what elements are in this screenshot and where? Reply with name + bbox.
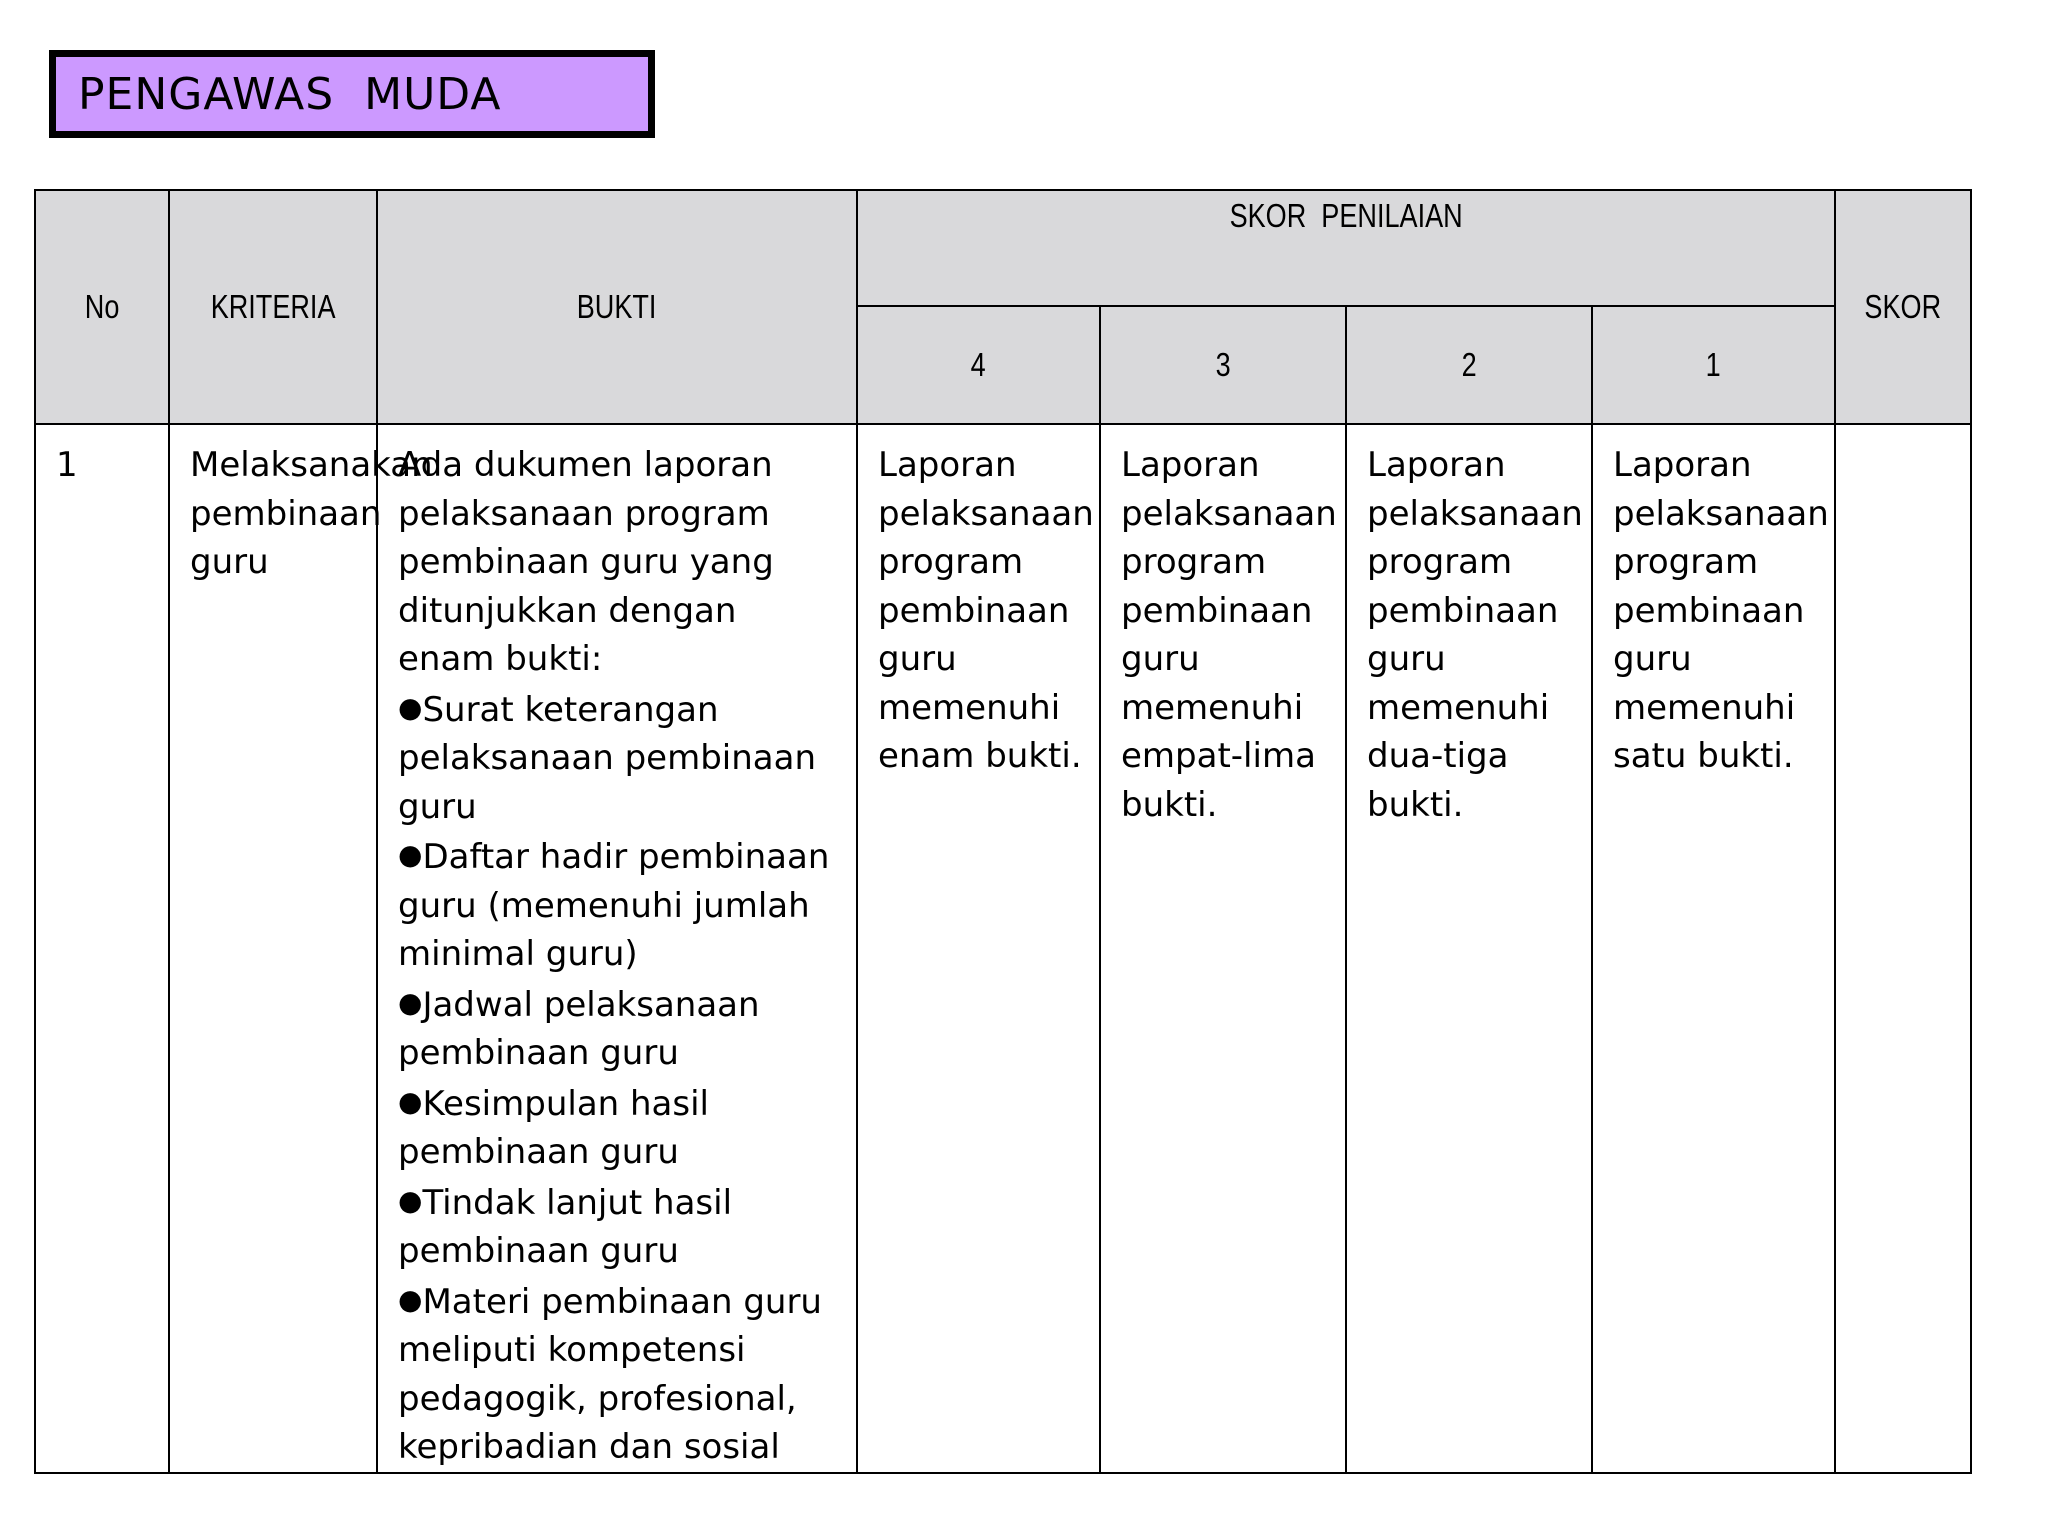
table-row <box>35 424 1971 1473</box>
header-row <box>35 190 1971 306</box>
header-kriteria: KRITERIA <box>169 190 377 424</box>
header-skor-penilaian: SKOR PENILAIAN <box>857 190 1835 306</box>
header-skor: SKOR <box>1835 190 1971 424</box>
bukti-list-item: ●Surat keterangan pelaksanaan pembinaan guru <box>398 689 817 827</box>
header-score-1: 1 <box>1592 306 1835 424</box>
header-no: No <box>35 190 169 424</box>
assessment-rubric-table <box>34 189 1972 1474</box>
header-score-4: 4 <box>857 306 1100 424</box>
cell-kriteria: Melaksanakan pembinaan guru <box>169 424 377 1473</box>
bukti-intro: Ada dukumen laporan pelaksanaan program pembinaan guru yang ditunjukkan dengan enam bukti: <box>398 445 774 679</box>
cell-score-1-description: Laporan pelaksanaan program pembinaan guru memenuhi satu bukti. <box>1592 424 1835 1473</box>
cell-bukti <box>377 424 857 1473</box>
cell-skor <box>1835 424 1971 1473</box>
header-bukti: BUKTI <box>377 190 857 424</box>
bukti-list-item: ●Kesimpulan hasil pembinaan guru <box>398 1083 709 1172</box>
cell-score-3-description: Laporan pelaksanaan program pembinaan guru memenuhi empat-lima bukti. <box>1100 424 1346 1473</box>
bukti-list-item: ●Materi pembinaan guru meliputi kompetensi pedagogik, profesional, kepribadian dan sosial <box>398 1281 822 1467</box>
page-title: PENGAWAS MUDA <box>78 68 502 120</box>
bukti-list-item: ●Jadwal pelaksanaan pembinaan guru <box>398 984 760 1073</box>
page-title-box <box>49 50 655 138</box>
cell-score-2-description: Laporan pelaksanaan program pembinaan guru memenuhi dua-tiga bukti. <box>1346 424 1592 1473</box>
cell-no: 1 <box>35 424 169 1473</box>
cell-score-4-description: Laporan pelaksanaan program pembinaan guru memenuhi enam bukti. <box>857 424 1100 1473</box>
bukti-list-item: ●Tindak lanjut hasil pembinaan guru <box>398 1182 733 1271</box>
header-score-3: 3 <box>1100 306 1346 424</box>
header-score-2: 2 <box>1346 306 1592 424</box>
bukti-list-item: ●Daftar hadir pembinaan guru (memenuhi jumlah minimal guru) <box>398 837 830 974</box>
